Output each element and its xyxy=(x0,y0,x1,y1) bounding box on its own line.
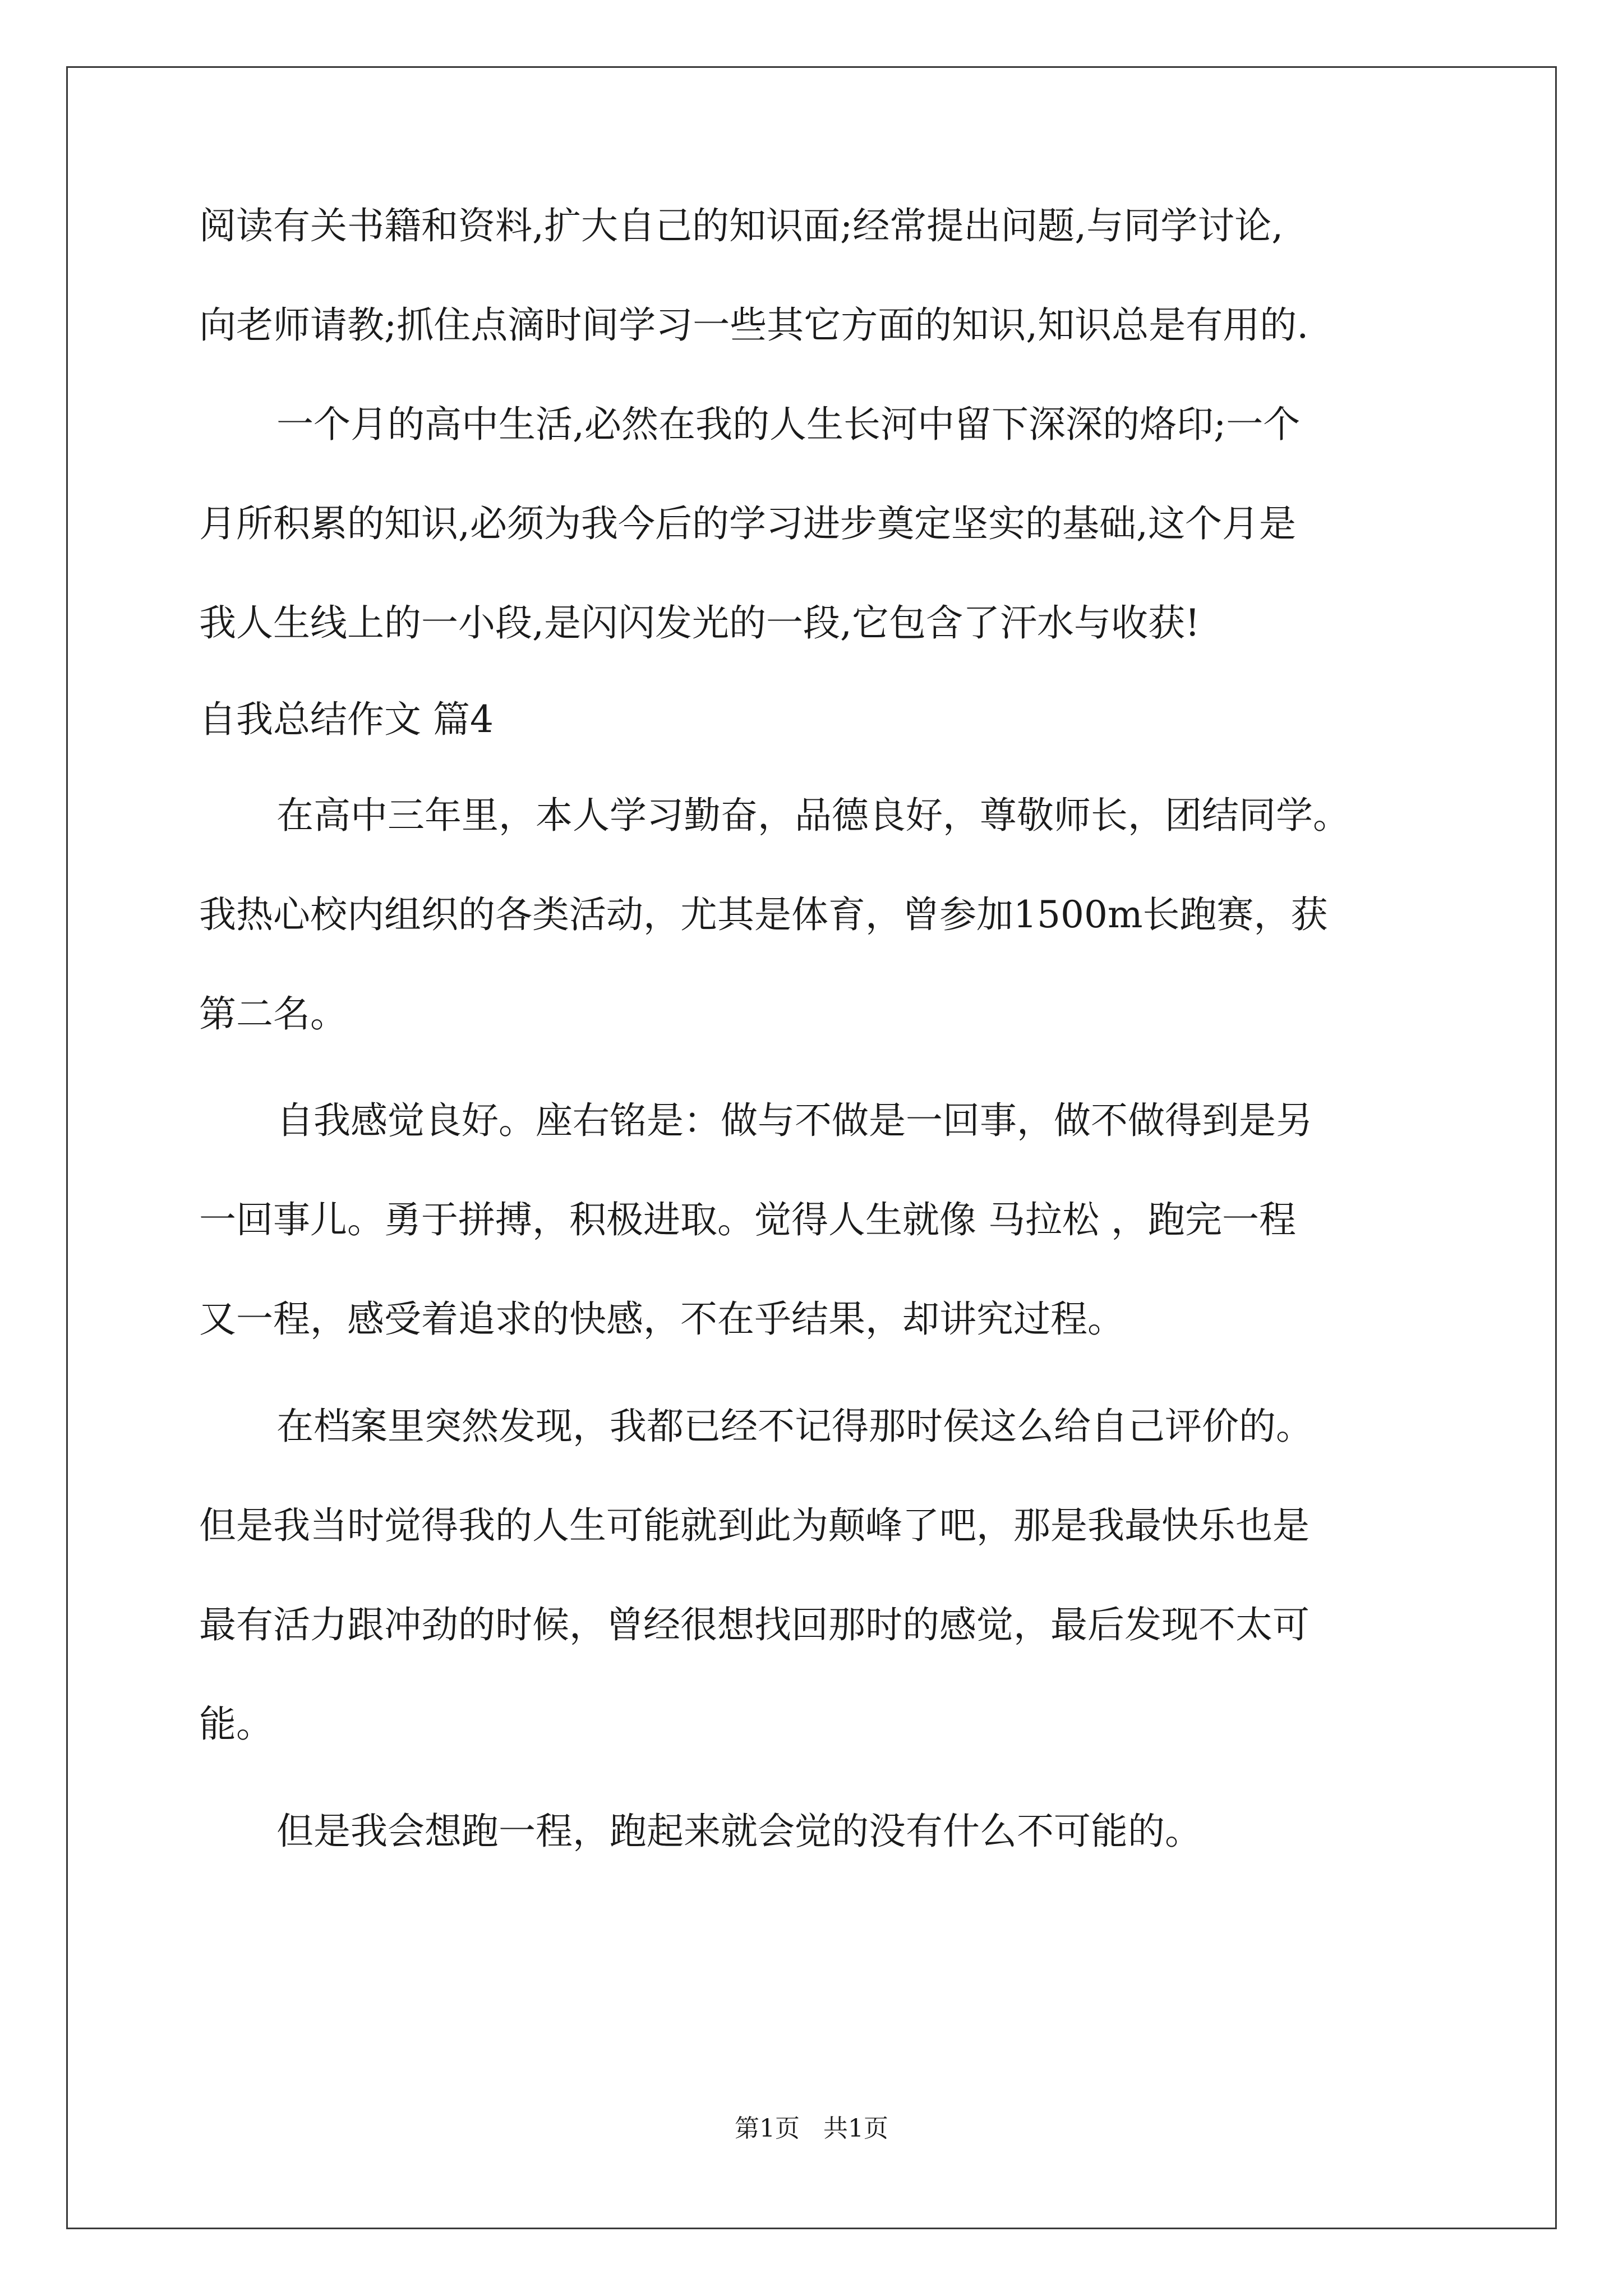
text-line: 能。 xyxy=(199,1703,273,1746)
text-line: 最有活力跟冲劲的时候，曾经很想找回那时的感觉，最后发现不太可 xyxy=(199,1603,1310,1646)
text-line: 向老师请教;抓住点滴时间学习一些其它方面的知识,知识总是有用的. xyxy=(199,303,1309,347)
paragraph-start-line: 在档案里突然发现，我都已经不记得那时侯这么给自己评价的。 xyxy=(276,1405,1313,1448)
paragraph-start-line: 自我感觉良好。座右铭是：做与不做是一回事，做不做得到是另 xyxy=(276,1099,1313,1142)
section-heading: 自我总结作文 篇4 xyxy=(199,698,494,741)
text-line: 阅读有关书籍和资料,扩大自己的知识面;经常提出问题,与同学讨论, xyxy=(199,204,1284,247)
page-footer: 第1页 共1页 xyxy=(735,2114,888,2143)
paragraph-start-line: 但是我会想跑一程，跑起来就会觉的没有什么不可能的。 xyxy=(276,1810,1202,1853)
paragraph-start-line: 在高中三年里，本人学习勤奋，品德良好，尊敬师长，团结同学。 xyxy=(276,794,1350,837)
text-line: 又一程，感受着追求的快感，不在乎结果，却讲究过程。 xyxy=(199,1297,1124,1341)
text-line: 一回事儿。勇于拼搏，积极进取。觉得人生就像 马拉松 ，跑完一程 xyxy=(199,1198,1296,1241)
page-border xyxy=(66,66,1557,2229)
text-line: 我人生线上的一小段,是闪闪发光的一段,它包含了汗水与收获! xyxy=(199,601,1200,645)
text-line: 第二名。 xyxy=(199,992,347,1036)
text-line: 我热心校内组织的各类活动，尤其是体育，曾参加1500m长跑赛，获 xyxy=(199,893,1328,936)
text-line: 但是我当时觉得我的人生可能就到此为颠峰了吧，那是我最快乐也是 xyxy=(199,1504,1310,1547)
paragraph-start-line: 一个月的高中生活,必然在我的人生长河中留下深深的烙印;一个 xyxy=(276,403,1301,446)
text-line: 月所积累的知识,必须为我今后的学习进步奠定坚实的基础,这个月是 xyxy=(199,502,1296,545)
